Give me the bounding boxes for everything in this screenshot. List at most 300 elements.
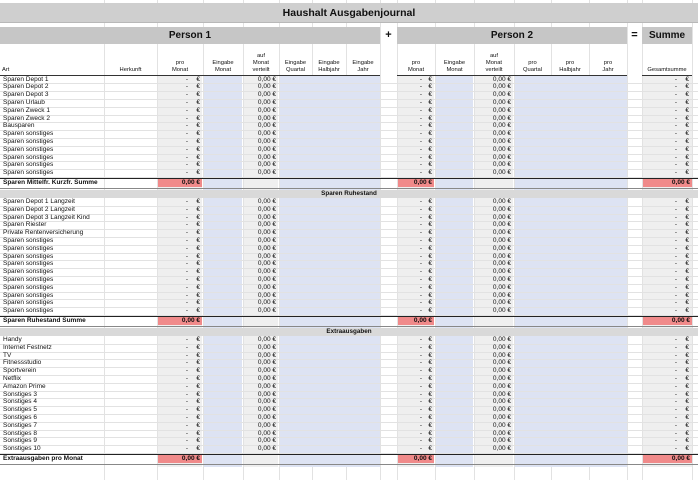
gesamt-value[interactable]: -	[674, 229, 677, 237]
p2-auf-monat-value[interactable]: 0,00 €	[492, 197, 511, 205]
euro-sign[interactable]: €	[196, 106, 200, 114]
euro-sign[interactable]: €	[196, 398, 200, 406]
row-label[interactable]: Sparen Urlaub	[3, 98, 45, 106]
row-label[interactable]: Sparen sonstiges	[3, 130, 54, 138]
euro-sign[interactable]: €	[196, 307, 200, 315]
pro-monat-value[interactable]: -	[185, 307, 188, 315]
p2-auf-monat-value[interactable]: 0,00 €	[492, 98, 511, 106]
euro-sign[interactable]: €	[428, 421, 432, 429]
row-label[interactable]: Sparen sonstiges	[3, 169, 54, 177]
row-label[interactable]: Sparen sonstiges	[3, 307, 54, 315]
p2-pro-monat-value[interactable]: -	[419, 197, 422, 205]
pro-monat-value[interactable]: -	[185, 437, 188, 445]
auf-monat-value[interactable]: 0,00 €	[257, 437, 276, 445]
euro-sign[interactable]: €	[685, 421, 689, 429]
gesamt-value[interactable]: -	[674, 114, 677, 122]
auf-monat-value[interactable]: 0,00 €	[257, 307, 276, 315]
p2-auf-monat-value[interactable]: 0,00 €	[492, 413, 511, 421]
euro-sign[interactable]: €	[428, 229, 432, 237]
row-label[interactable]: Sparen Depot 2 Langzeit	[3, 205, 75, 213]
pro-monat-value[interactable]: -	[185, 406, 188, 414]
row-label[interactable]: Sparen sonstiges	[3, 153, 54, 161]
euro-sign[interactable]: €	[196, 291, 200, 299]
euro-sign[interactable]: €	[685, 359, 689, 367]
gesamt-value[interactable]: -	[674, 343, 677, 351]
auf-monat-value[interactable]: 0,00 €	[257, 299, 276, 307]
euro-sign[interactable]: €	[685, 429, 689, 437]
pro-monat-value[interactable]: -	[185, 137, 188, 145]
gesamt-value[interactable]: -	[674, 236, 677, 244]
pro-monat-value[interactable]: -	[185, 299, 188, 307]
p2-auf-monat-value[interactable]: 0,00 €	[492, 221, 511, 229]
gesamt-value[interactable]: -	[674, 275, 677, 283]
gesamt-value[interactable]: -	[674, 429, 677, 437]
auf-monat-value[interactable]: 0,00 €	[257, 445, 276, 453]
euro-sign[interactable]: €	[685, 291, 689, 299]
row-label[interactable]: Sparen Zweck 1	[3, 106, 50, 114]
p2-pro-monat-value[interactable]: -	[419, 390, 422, 398]
gesamt-value[interactable]: -	[674, 98, 677, 106]
euro-sign[interactable]: €	[428, 283, 432, 291]
p2-auf-monat-value[interactable]: 0,00 €	[492, 137, 511, 145]
gesamt-value[interactable]: -	[674, 413, 677, 421]
p2-pro-monat-value[interactable]: -	[419, 106, 422, 114]
gesamt-value[interactable]: -	[674, 299, 677, 307]
p2-pro-monat-value[interactable]: -	[419, 252, 422, 260]
pro-monat-value[interactable]: -	[185, 244, 188, 252]
pro-monat-value[interactable]: -	[185, 351, 188, 359]
pro-monat-value[interactable]: -	[185, 130, 188, 138]
p2-pro-monat-value[interactable]: -	[419, 91, 422, 99]
euro-sign[interactable]: €	[685, 137, 689, 145]
euro-sign[interactable]: €	[196, 283, 200, 291]
auf-monat-value[interactable]: 0,00 €	[257, 161, 276, 169]
euro-sign[interactable]: €	[196, 437, 200, 445]
p2-pro-monat-value[interactable]: -	[419, 413, 422, 421]
p2-auf-monat-value[interactable]: 0,00 €	[492, 161, 511, 169]
p2-auf-monat-value[interactable]: 0,00 €	[492, 351, 511, 359]
row-label[interactable]: Sonstiges 5	[3, 406, 37, 414]
euro-sign[interactable]: €	[428, 122, 432, 130]
pro-monat-value[interactable]: -	[185, 275, 188, 283]
euro-sign[interactable]: €	[685, 145, 689, 153]
euro-sign[interactable]: €	[196, 130, 200, 138]
auf-monat-value[interactable]: 0,00 €	[257, 374, 276, 382]
p2-pro-monat-value[interactable]: -	[419, 137, 422, 145]
euro-sign[interactable]: €	[428, 335, 432, 343]
pro-monat-value[interactable]: -	[185, 161, 188, 169]
row-label[interactable]: Sparen sonstiges	[3, 161, 54, 169]
pro-monat-value[interactable]: -	[185, 283, 188, 291]
pro-monat-value[interactable]: -	[185, 429, 188, 437]
row-label[interactable]: Private Rentenversicherung	[3, 229, 84, 237]
pro-monat-value[interactable]: -	[185, 153, 188, 161]
row-label[interactable]: Sparen sonstiges	[3, 260, 54, 268]
auf-monat-value[interactable]: 0,00 €	[257, 351, 276, 359]
p2-auf-monat-value[interactable]: 0,00 €	[492, 229, 511, 237]
euro-sign[interactable]: €	[685, 197, 689, 205]
p2-auf-monat-value[interactable]: 0,00 €	[492, 374, 511, 382]
gesamt-value[interactable]: -	[674, 307, 677, 315]
euro-sign[interactable]: €	[196, 169, 200, 177]
pro-monat-value[interactable]: -	[185, 343, 188, 351]
auf-monat-value[interactable]: 0,00 €	[257, 145, 276, 153]
pro-monat-value[interactable]: -	[185, 83, 188, 91]
pro-monat-value[interactable]: -	[185, 91, 188, 99]
pro-monat-value[interactable]: -	[185, 374, 188, 382]
pro-monat-value[interactable]: -	[185, 98, 188, 106]
gesamt-value[interactable]: -	[674, 213, 677, 221]
gesamt-value[interactable]: -	[674, 205, 677, 213]
pro-monat-value[interactable]: -	[185, 236, 188, 244]
gesamt-value[interactable]: -	[674, 382, 677, 390]
euro-sign[interactable]: €	[685, 91, 689, 99]
gesamt-value[interactable]: -	[674, 145, 677, 153]
euro-sign[interactable]: €	[428, 367, 432, 375]
gesamt-value[interactable]: -	[674, 130, 677, 138]
gesamt-value[interactable]: -	[674, 351, 677, 359]
euro-sign[interactable]: €	[196, 244, 200, 252]
euro-sign[interactable]: €	[428, 98, 432, 106]
gesamt-value[interactable]: -	[674, 335, 677, 343]
gesamt-value[interactable]: -	[674, 169, 677, 177]
auf-monat-value[interactable]: 0,00 €	[257, 236, 276, 244]
row-label[interactable]: Sparen Depot 3	[3, 91, 49, 99]
euro-sign[interactable]: €	[428, 221, 432, 229]
euro-sign[interactable]: €	[685, 307, 689, 315]
row-label[interactable]: Sparen sonstiges	[3, 275, 54, 283]
row-label[interactable]: Sportverein	[3, 367, 37, 375]
euro-sign[interactable]: €	[428, 359, 432, 367]
auf-monat-value[interactable]: 0,00 €	[257, 205, 276, 213]
p2-pro-monat-value[interactable]: -	[419, 122, 422, 130]
p2-auf-monat-value[interactable]: 0,00 €	[492, 260, 511, 268]
row-label[interactable]: Sparen sonstiges	[3, 145, 54, 153]
p2-pro-monat-value[interactable]: -	[419, 307, 422, 315]
euro-sign[interactable]: €	[196, 429, 200, 437]
p2-auf-monat-value[interactable]: 0,00 €	[492, 343, 511, 351]
euro-sign[interactable]: €	[196, 268, 200, 276]
p2-pro-monat-value[interactable]: -	[419, 398, 422, 406]
euro-sign[interactable]: €	[428, 307, 432, 315]
gesamt-value[interactable]: -	[674, 260, 677, 268]
euro-sign[interactable]: €	[685, 98, 689, 106]
row-label[interactable]: Sonstiges 4	[3, 398, 37, 406]
euro-sign[interactable]: €	[196, 359, 200, 367]
euro-sign[interactable]: €	[196, 229, 200, 237]
row-label[interactable]: Sparen sonstiges	[3, 283, 54, 291]
euro-sign[interactable]: €	[196, 205, 200, 213]
p2-auf-monat-value[interactable]: 0,00 €	[492, 83, 511, 91]
gesamt-value[interactable]: -	[674, 421, 677, 429]
row-label[interactable]: Internet Festnetz	[3, 343, 52, 351]
p2-auf-monat-value[interactable]: 0,00 €	[492, 429, 511, 437]
pro-monat-value[interactable]: -	[185, 114, 188, 122]
euro-sign[interactable]: €	[428, 429, 432, 437]
p2-auf-monat-value[interactable]: 0,00 €	[492, 75, 511, 83]
euro-sign[interactable]: €	[685, 221, 689, 229]
euro-sign[interactable]: €	[685, 106, 689, 114]
auf-monat-value[interactable]: 0,00 €	[257, 359, 276, 367]
p2-auf-monat-value[interactable]: 0,00 €	[492, 122, 511, 130]
row-label[interactable]: Sparen sonstiges	[3, 244, 54, 252]
pro-monat-value[interactable]: -	[185, 197, 188, 205]
pro-monat-value[interactable]: -	[185, 260, 188, 268]
p2-auf-monat-value[interactable]: 0,00 €	[492, 275, 511, 283]
euro-sign[interactable]: €	[196, 374, 200, 382]
euro-sign[interactable]: €	[685, 390, 689, 398]
euro-sign[interactable]: €	[428, 299, 432, 307]
p2-auf-monat-value[interactable]: 0,00 €	[492, 244, 511, 252]
row-label[interactable]: Sparen sonstiges	[3, 137, 54, 145]
row-label[interactable]: Handy	[3, 335, 22, 343]
euro-sign[interactable]: €	[428, 413, 432, 421]
row-label[interactable]: Netflix	[3, 374, 22, 382]
gesamt-value[interactable]: -	[674, 359, 677, 367]
p2-auf-monat-value[interactable]: 0,00 €	[492, 382, 511, 390]
pro-monat-value[interactable]: -	[185, 367, 188, 375]
pro-monat-value[interactable]: -	[185, 221, 188, 229]
gesamt-value[interactable]: -	[674, 244, 677, 252]
p2-pro-monat-value[interactable]: -	[419, 291, 422, 299]
euro-sign[interactable]: €	[428, 169, 432, 177]
euro-sign[interactable]: €	[196, 335, 200, 343]
p2-pro-monat-value[interactable]: -	[419, 130, 422, 138]
p2-pro-monat-value[interactable]: -	[419, 382, 422, 390]
euro-sign[interactable]: €	[196, 91, 200, 99]
euro-sign[interactable]: €	[685, 153, 689, 161]
p2-auf-monat-value[interactable]: 0,00 €	[492, 359, 511, 367]
euro-sign[interactable]: €	[428, 268, 432, 276]
euro-sign[interactable]: €	[685, 83, 689, 91]
euro-sign[interactable]: €	[196, 213, 200, 221]
euro-sign[interactable]: €	[685, 169, 689, 177]
euro-sign[interactable]: €	[428, 197, 432, 205]
p2-auf-monat-value[interactable]: 0,00 €	[492, 213, 511, 221]
p2-pro-monat-value[interactable]: -	[419, 343, 422, 351]
pro-monat-value[interactable]: -	[185, 359, 188, 367]
euro-sign[interactable]: €	[428, 374, 432, 382]
auf-monat-value[interactable]: 0,00 €	[257, 83, 276, 91]
p2-pro-monat-value[interactable]: -	[419, 75, 422, 83]
euro-sign[interactable]: €	[685, 205, 689, 213]
p2-auf-monat-value[interactable]: 0,00 €	[492, 169, 511, 177]
euro-sign[interactable]: €	[685, 75, 689, 83]
row-label[interactable]: Sonstiges 6	[3, 413, 37, 421]
gesamt-value[interactable]: -	[674, 406, 677, 414]
pro-monat-value[interactable]: -	[185, 106, 188, 114]
euro-sign[interactable]: €	[196, 153, 200, 161]
gesamt-value[interactable]: -	[674, 252, 677, 260]
auf-monat-value[interactable]: 0,00 €	[257, 406, 276, 414]
p2-auf-monat-value[interactable]: 0,00 €	[492, 114, 511, 122]
p2-pro-monat-value[interactable]: -	[419, 145, 422, 153]
euro-sign[interactable]: €	[428, 106, 432, 114]
pro-monat-value[interactable]: -	[185, 335, 188, 343]
row-label[interactable]: Sonstiges 7	[3, 421, 37, 429]
euro-sign[interactable]: €	[428, 398, 432, 406]
pro-monat-value[interactable]: -	[185, 122, 188, 130]
euro-sign[interactable]: €	[685, 244, 689, 252]
p2-pro-monat-value[interactable]: -	[419, 244, 422, 252]
p2-pro-monat-value[interactable]: -	[419, 114, 422, 122]
row-label[interactable]: Sparen Depot 3 Langzeit Kind	[3, 213, 90, 221]
euro-sign[interactable]: €	[685, 252, 689, 260]
row-label[interactable]: Sonstiges 9	[3, 437, 37, 445]
euro-sign[interactable]: €	[196, 413, 200, 421]
euro-sign[interactable]: €	[196, 421, 200, 429]
p2-auf-monat-value[interactable]: 0,00 €	[492, 291, 511, 299]
p2-pro-monat-value[interactable]: -	[419, 260, 422, 268]
p2-pro-monat-value[interactable]: -	[419, 221, 422, 229]
row-label[interactable]: Sparen Riester	[3, 221, 47, 229]
euro-sign[interactable]: €	[428, 260, 432, 268]
euro-sign[interactable]: €	[428, 83, 432, 91]
euro-sign[interactable]: €	[196, 83, 200, 91]
gesamt-value[interactable]: -	[674, 291, 677, 299]
p2-pro-monat-value[interactable]: -	[419, 268, 422, 276]
pro-monat-value[interactable]: -	[185, 229, 188, 237]
euro-sign[interactable]: €	[196, 343, 200, 351]
euro-sign[interactable]: €	[685, 299, 689, 307]
euro-sign[interactable]: €	[685, 236, 689, 244]
pro-monat-value[interactable]: -	[185, 75, 188, 83]
euro-sign[interactable]: €	[685, 437, 689, 445]
auf-monat-value[interactable]: 0,00 €	[257, 114, 276, 122]
gesamt-value[interactable]: -	[674, 398, 677, 406]
euro-sign[interactable]: €	[428, 205, 432, 213]
pro-monat-value[interactable]: -	[185, 421, 188, 429]
auf-monat-value[interactable]: 0,00 €	[257, 335, 276, 343]
euro-sign[interactable]: €	[428, 137, 432, 145]
p2-auf-monat-value[interactable]: 0,00 €	[492, 91, 511, 99]
euro-sign[interactable]: €	[685, 130, 689, 138]
euro-sign[interactable]: €	[196, 390, 200, 398]
gesamt-value[interactable]: -	[674, 75, 677, 83]
p2-pro-monat-value[interactable]: -	[419, 83, 422, 91]
auf-monat-value[interactable]: 0,00 €	[257, 291, 276, 299]
pro-monat-value[interactable]: -	[185, 382, 188, 390]
euro-sign[interactable]: €	[685, 283, 689, 291]
row-label[interactable]: Sonstiges 8	[3, 429, 37, 437]
euro-sign[interactable]: €	[428, 382, 432, 390]
euro-sign[interactable]: €	[196, 197, 200, 205]
p2-pro-monat-value[interactable]: -	[419, 445, 422, 453]
gesamt-value[interactable]: -	[674, 153, 677, 161]
p2-pro-monat-value[interactable]: -	[419, 205, 422, 213]
p2-pro-monat-value[interactable]: -	[419, 437, 422, 445]
euro-sign[interactable]: €	[685, 398, 689, 406]
euro-sign[interactable]: €	[685, 229, 689, 237]
auf-monat-value[interactable]: 0,00 €	[257, 137, 276, 145]
euro-sign[interactable]: €	[685, 413, 689, 421]
pro-monat-value[interactable]: -	[185, 398, 188, 406]
euro-sign[interactable]: €	[196, 299, 200, 307]
euro-sign[interactable]: €	[685, 351, 689, 359]
euro-sign[interactable]: €	[685, 122, 689, 130]
euro-sign[interactable]: €	[196, 382, 200, 390]
p2-pro-monat-value[interactable]: -	[419, 169, 422, 177]
row-label[interactable]: TV	[3, 351, 12, 359]
euro-sign[interactable]: €	[196, 275, 200, 283]
euro-sign[interactable]: €	[685, 367, 689, 375]
p2-auf-monat-value[interactable]: 0,00 €	[492, 437, 511, 445]
euro-sign[interactable]: €	[428, 161, 432, 169]
auf-monat-value[interactable]: 0,00 €	[257, 75, 276, 83]
euro-sign[interactable]: €	[685, 335, 689, 343]
p2-auf-monat-value[interactable]: 0,00 €	[492, 283, 511, 291]
euro-sign[interactable]: €	[196, 161, 200, 169]
euro-sign[interactable]: €	[428, 153, 432, 161]
euro-sign[interactable]: €	[428, 351, 432, 359]
pro-monat-value[interactable]: -	[185, 445, 188, 453]
euro-sign[interactable]: €	[685, 213, 689, 221]
euro-sign[interactable]: €	[428, 236, 432, 244]
euro-sign[interactable]: €	[196, 406, 200, 414]
p2-pro-monat-value[interactable]: -	[419, 229, 422, 237]
gesamt-value[interactable]: -	[674, 197, 677, 205]
gesamt-value[interactable]: -	[674, 374, 677, 382]
p2-pro-monat-value[interactable]: -	[419, 236, 422, 244]
p2-auf-monat-value[interactable]: 0,00 €	[492, 367, 511, 375]
pro-monat-value[interactable]: -	[185, 205, 188, 213]
row-label[interactable]: Sparen sonstiges	[3, 299, 54, 307]
row-label[interactable]: Sparen sonstiges	[3, 252, 54, 260]
euro-sign[interactable]: €	[196, 114, 200, 122]
euro-sign[interactable]: €	[196, 252, 200, 260]
p2-pro-monat-value[interactable]: -	[419, 213, 422, 221]
auf-monat-value[interactable]: 0,00 €	[257, 221, 276, 229]
row-label[interactable]: Bausparen	[3, 122, 35, 130]
euro-sign[interactable]: €	[685, 268, 689, 276]
auf-monat-value[interactable]: 0,00 €	[257, 197, 276, 205]
auf-monat-value[interactable]: 0,00 €	[257, 421, 276, 429]
euro-sign[interactable]: €	[685, 406, 689, 414]
euro-sign[interactable]: €	[196, 75, 200, 83]
row-label[interactable]: Fitnessstudio	[3, 359, 42, 367]
p2-pro-monat-value[interactable]: -	[419, 406, 422, 414]
euro-sign[interactable]: €	[428, 145, 432, 153]
gesamt-value[interactable]: -	[674, 122, 677, 130]
row-label[interactable]: Sparen Depot 1	[3, 75, 49, 83]
p2-auf-monat-value[interactable]: 0,00 €	[492, 145, 511, 153]
euro-sign[interactable]: €	[685, 445, 689, 453]
auf-monat-value[interactable]: 0,00 €	[257, 244, 276, 252]
euro-sign[interactable]: €	[428, 445, 432, 453]
auf-monat-value[interactable]: 0,00 €	[257, 91, 276, 99]
pro-monat-value[interactable]: -	[185, 252, 188, 260]
p2-auf-monat-value[interactable]: 0,00 €	[492, 398, 511, 406]
p2-auf-monat-value[interactable]: 0,00 €	[492, 268, 511, 276]
euro-sign[interactable]: €	[196, 145, 200, 153]
auf-monat-value[interactable]: 0,00 €	[257, 213, 276, 221]
auf-monat-value[interactable]: 0,00 €	[257, 398, 276, 406]
euro-sign[interactable]: €	[196, 98, 200, 106]
auf-monat-value[interactable]: 0,00 €	[257, 382, 276, 390]
p2-auf-monat-value[interactable]: 0,00 €	[492, 445, 511, 453]
p2-pro-monat-value[interactable]: -	[419, 283, 422, 291]
auf-monat-value[interactable]: 0,00 €	[257, 413, 276, 421]
pro-monat-value[interactable]: -	[185, 268, 188, 276]
row-label[interactable]: Sparen Depot 2	[3, 83, 49, 91]
euro-sign[interactable]: €	[685, 260, 689, 268]
row-label[interactable]: Sparen sonstiges	[3, 268, 54, 276]
p2-pro-monat-value[interactable]: -	[419, 161, 422, 169]
p2-auf-monat-value[interactable]: 0,00 €	[492, 299, 511, 307]
gesamt-value[interactable]: -	[674, 367, 677, 375]
auf-monat-value[interactable]: 0,00 €	[257, 252, 276, 260]
p2-pro-monat-value[interactable]: -	[419, 98, 422, 106]
